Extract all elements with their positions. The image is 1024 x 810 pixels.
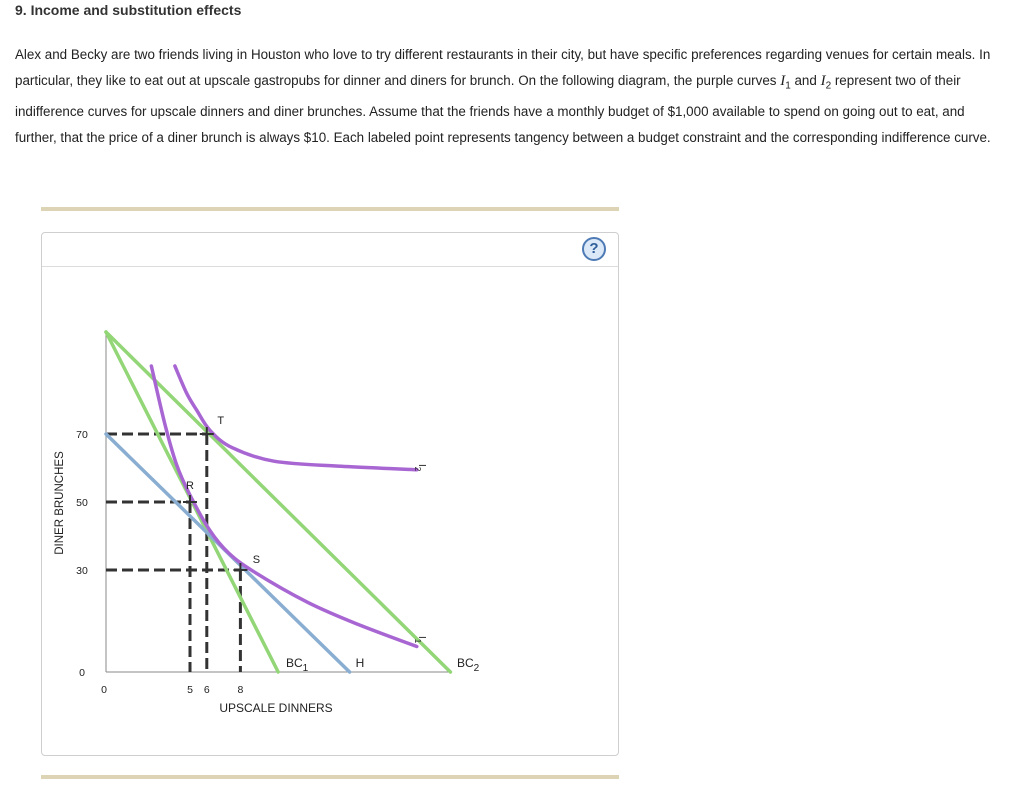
- x-tick-label: 8: [237, 684, 244, 696]
- y-tick-label: 0: [79, 667, 85, 679]
- i2-symbol: I: [820, 72, 826, 89]
- x-axis-label: UPSCALE DINNERS: [219, 701, 333, 715]
- question-title: 9. Income and substitution effects: [15, 2, 242, 18]
- question-text-and: and: [790, 72, 821, 88]
- point-label-s: S: [252, 554, 261, 566]
- help-button[interactable]: ?: [582, 237, 606, 261]
- i1-subscript: 1: [785, 80, 791, 92]
- bc2-label: $BC_2$: [457, 656, 480, 674]
- h-label: H: [355, 656, 365, 670]
- x-tick-label: 5: [187, 684, 193, 696]
- i2-label: [413, 464, 427, 472]
- i2-subscript: 2: [825, 80, 832, 92]
- i2-label-text: $I_2$: [413, 464, 427, 472]
- x-tick-label: 0: [101, 684, 107, 696]
- i1-symbol: I: [780, 72, 786, 89]
- point-label-t: T: [217, 415, 225, 427]
- point-label-r: R: [186, 480, 194, 492]
- question-text-part-1: Alex and Becky are two friends living in Houston who love to try different restaurants in their city, but have specific preferences regarding venues for certain meals. In particular, they like to eat out at upscale gastropubs for dinner and diners for brunch. On the following diagram, the purple curves: [15, 47, 991, 88]
- y-tick-label: 30: [76, 565, 88, 577]
- y-tick-label: 70: [76, 429, 88, 441]
- x-tick-label: 6: [203, 684, 210, 696]
- y-tick-label: 50: [76, 497, 88, 509]
- question-text-part-2: represent two of their indifference curves for upscale dinners and diner brunches. Assume that the friends have a monthly budget of $1,000 available to spend on going out to eat, and further, that the price of a diner brunch is always $10. Each labeled point represents tangency between a budget constraint and the corresponding indifference curve.: [15, 72, 991, 145]
- y-axis-label: DINER BRUNCHES: [54, 451, 66, 555]
- i1-label-text: $I_1$: [413, 636, 427, 644]
- bc1-label: $BC_1$: [286, 656, 309, 674]
- indifference-curve-i2: [175, 366, 417, 470]
